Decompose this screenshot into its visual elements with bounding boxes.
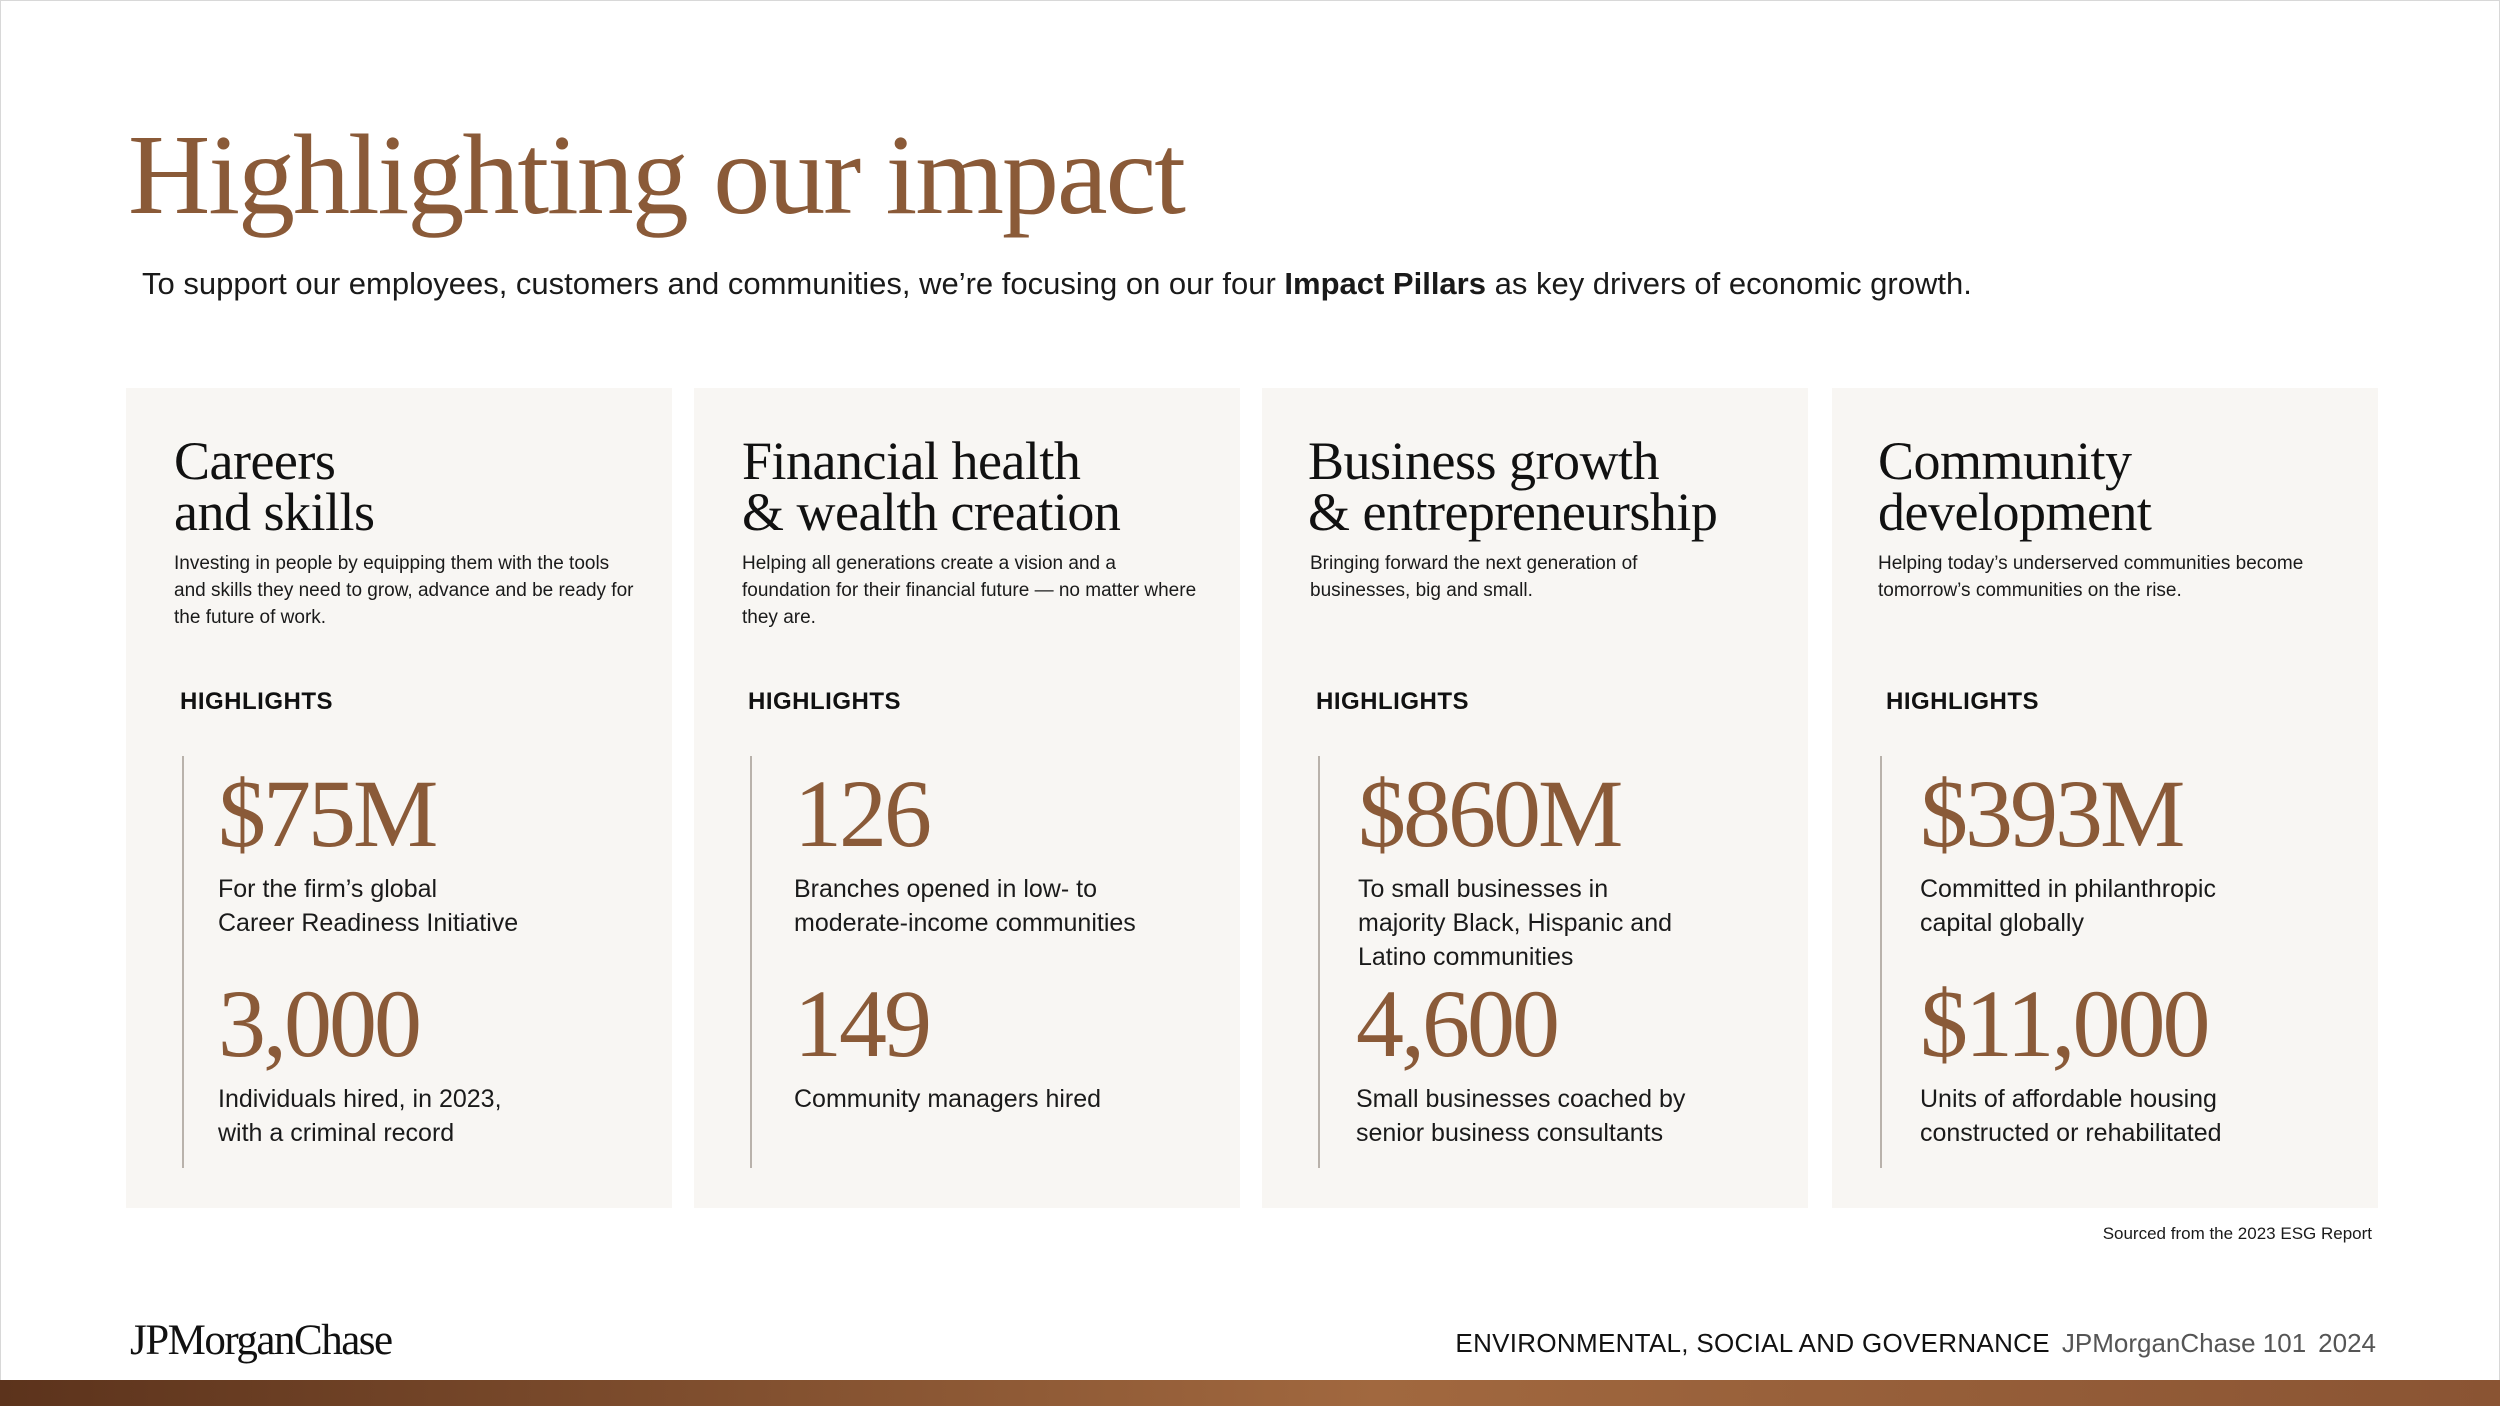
stat-caption-line: For the firm’s global (218, 875, 438, 903)
highlight-divider (750, 756, 752, 1168)
stat-value: 4,600 (1356, 970, 1557, 1077)
pillar-title-line: Community (1878, 431, 2132, 491)
subtitle-intro: To support our employees, customers and communities, we’re focusing on our four (142, 266, 1285, 301)
highlight-stat (1920, 970, 2222, 1150)
pillar-title (1878, 431, 2152, 542)
pillar-title (174, 431, 375, 542)
stat-caption (218, 1082, 502, 1150)
stat-caption-line: Branches opened in low- to (794, 875, 1097, 903)
pillar-title-line: & wealth creation (742, 482, 1121, 542)
stat-value: $11,000 (1920, 970, 2208, 1077)
stat-value: $860M (1358, 760, 1621, 867)
pillar-card-careers (126, 388, 672, 1208)
pillar-title-line: Business growth (1308, 431, 1660, 491)
stat-caption-line: moderate-income communities (794, 909, 1136, 937)
stat-caption (1920, 872, 2216, 940)
stat-caption (1920, 1082, 2222, 1150)
highlight-divider (1318, 756, 1320, 1168)
pillar-card-community-development (1832, 388, 2378, 1208)
subtitle-emphasis: Impact Pillars (1284, 266, 1486, 301)
pillar-title (1308, 431, 1718, 542)
stat-caption-line: Latino communities (1358, 943, 1574, 971)
stat-value: $393M (1920, 760, 2183, 867)
company-logo: JPMorganChase (130, 1317, 392, 1364)
stat-caption-line: To small businesses in (1358, 875, 1609, 903)
stat-caption (794, 872, 1136, 940)
highlights-label: HIGHLIGHTS (1886, 688, 2039, 715)
subtitle-outro: as key drivers of economic growth. (1485, 266, 1972, 301)
stat-caption-line: with a criminal record (218, 1119, 455, 1147)
stat-caption-line: Committed in philanthropic (1920, 875, 2216, 903)
page-subtitle (142, 266, 1972, 302)
highlight-stat (1920, 760, 2216, 940)
highlight-divider (1880, 756, 1882, 1168)
pillar-card-financial-health (694, 388, 1240, 1208)
footer-section: ENVIRONMENTAL, SOCIAL AND GOVERNANCE (1455, 1328, 2050, 1358)
highlight-stat (218, 760, 519, 940)
pillar-title-line: & entrepreneurship (1308, 482, 1718, 542)
footer-info (1455, 1328, 2376, 1359)
stat-caption-line: Community managers hired (794, 1085, 1102, 1113)
footer-color-bar (0, 1380, 2500, 1406)
pillar-description: Bringing forward the next generation of businesses, big and small. (1310, 553, 1638, 601)
stat-value: $75M (218, 760, 436, 867)
pillar-description: Helping all generations create a vision and a foundation for their financial future — no matter where they are. (742, 553, 1197, 628)
pillar-title-line: Careers (174, 431, 336, 491)
pillar-title (742, 431, 1121, 542)
highlights-label: HIGHLIGHTS (180, 688, 333, 715)
footer-deck-name: JPMorganChase 101 (2061, 1328, 2307, 1358)
stat-caption-line: majority Black, Hispanic and (1358, 909, 1673, 937)
stat-caption-line: senior business consultants (1356, 1119, 1664, 1147)
stat-caption-line: constructed or rehabilitated (1920, 1119, 2222, 1147)
source-note: Sourced from the 2023 ESG Report (2102, 1224, 2372, 1243)
pillar-description: Investing in people by equipping them with the tools and skills they need to grow, advance and be ready for the future of work. (174, 553, 634, 628)
stat-caption (1358, 872, 1672, 974)
highlights-label: HIGHLIGHTS (748, 688, 901, 715)
stat-caption-line: Units of affordable housing (1920, 1085, 2217, 1113)
page-title: Highlighting our impact (128, 111, 1184, 238)
highlight-stat (218, 970, 502, 1150)
stat-caption-line: Career Readiness Initiative (218, 909, 519, 937)
stat-caption-line: Small businesses coached by (1356, 1085, 1686, 1113)
pillar-description: Helping today’s underserved communities become tomorrow’s communities on the rise. (1878, 553, 2304, 601)
stat-caption-line: capital globally (1920, 909, 2084, 937)
stat-caption (794, 1082, 1101, 1116)
highlight-stat (794, 760, 1136, 940)
pillar-title-line: and skills (174, 482, 375, 542)
stat-value: 3,000 (218, 970, 419, 1077)
stat-value: 126 (794, 760, 929, 867)
highlight-stat (1358, 760, 1673, 974)
pillar-card-business-growth (1262, 388, 1808, 1208)
highlights-label: HIGHLIGHTS (1316, 688, 1469, 715)
highlight-divider (182, 756, 184, 1168)
highlight-stat (794, 970, 1102, 1116)
stat-value: 149 (794, 970, 929, 1077)
footer-year: 2024 (2318, 1328, 2376, 1358)
stat-caption (1356, 1082, 1685, 1150)
pillar-title-line: Financial health (742, 431, 1081, 491)
pillar-title-line: development (1878, 482, 2152, 542)
stat-caption-line: Individuals hired, in 2023, (218, 1085, 502, 1113)
stat-caption (218, 872, 518, 940)
highlight-stat (1356, 970, 1686, 1150)
